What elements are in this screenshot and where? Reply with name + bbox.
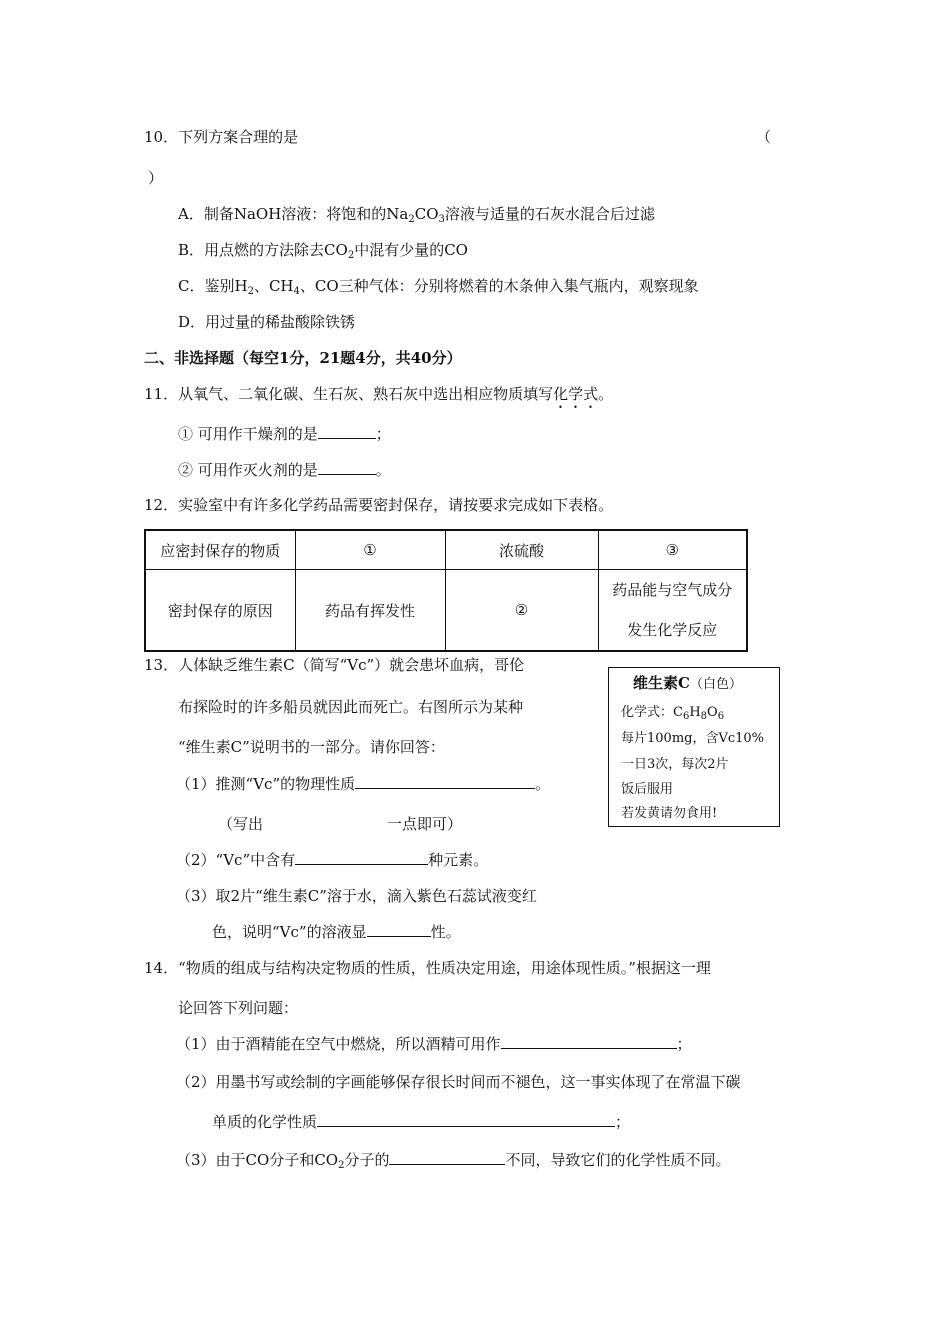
answer-blank[interactable] bbox=[318, 460, 376, 475]
q14-part-2-line-1: （2）用墨书写或绘制的字画能够保存很长时间而不褪色，这一事实体现了在常温下碳 bbox=[176, 1073, 741, 1091]
q14-part-2-line-2: 单质的化学性质 ； bbox=[212, 1113, 631, 1131]
q11-item-2: ② 可用作灭火剂的是 。 bbox=[178, 461, 391, 479]
q10-option-a: A．制备NaOH溶液：将饱和的$Na_2CO_3$溶液与适量的石灰水混合后过滤 bbox=[178, 205, 655, 225]
vitamin-c-timing: 饭后服用 bbox=[621, 782, 674, 797]
q13-line-1: 13．人体缺乏维生素C（简写“Vc”）就会患坏血病，哥伦 bbox=[144, 656, 525, 674]
q13-hint-b: 一点即可） bbox=[387, 815, 463, 833]
answer-blank[interactable] bbox=[318, 424, 376, 439]
answer-blank[interactable] bbox=[295, 850, 428, 865]
answer-blank[interactable] bbox=[317, 1112, 615, 1127]
table-header-cell: 密封保存的原因 bbox=[145, 570, 295, 652]
vitamin-c-title: 维生素C（白色） bbox=[633, 674, 742, 692]
vitamin-c-frequency: 一日3次，每次2片 bbox=[621, 757, 729, 772]
storage-table bbox=[144, 529, 748, 652]
q10-paren-open: （ bbox=[756, 128, 772, 146]
answer-blank[interactable] bbox=[367, 922, 431, 937]
q14-part-3: （3）由于CO分子和$CO_2$分子的 不同，导致它们的化学性质不同。 bbox=[176, 1151, 731, 1171]
table-cell: 药品能与空气成分 发生化学反应 bbox=[598, 570, 747, 652]
q13-part-3-line-1: （3）取2片“维生素C”溶于水，滴入紫色石蕊试液变红 bbox=[176, 887, 537, 905]
vitamin-c-warning: 若发黄请勿食用! bbox=[621, 806, 718, 821]
q13-part-2: （2）“Vc”中含有 种元素。 bbox=[176, 851, 489, 869]
q13-part-3-line-2: 色，说明“Vc”的溶液显 性。 bbox=[212, 923, 461, 941]
table-cell: 药品有挥发性 bbox=[295, 570, 445, 652]
table-cell-blank-1: ① bbox=[295, 530, 445, 570]
vitamin-c-label-box bbox=[608, 667, 780, 827]
q13-line-3: “维生素C”说明书的一部分。请你回答： bbox=[178, 738, 445, 756]
table-cell-blank-2: ② bbox=[445, 570, 598, 652]
q11-stem: 11．从氧气、二氧化碳、生石灰、熟石灰中选出相应物质填写化学式。 bbox=[144, 385, 614, 403]
q11-item-1: ① 可用作干燥剂的是 ； bbox=[178, 425, 391, 443]
q14-line-2: 论回答下列问题： bbox=[178, 999, 299, 1017]
answer-blank[interactable] bbox=[389, 1150, 505, 1165]
q10-paren-close: ） bbox=[148, 169, 164, 187]
section-title: 二、非选择题（每空1分，21题4分，共40分） bbox=[144, 349, 462, 367]
table-cell-blank-3: ③ bbox=[598, 530, 747, 570]
q10-stem: 10．下列方案合理的是 bbox=[144, 128, 299, 146]
q13-hint-a: （写出 bbox=[218, 815, 264, 833]
answer-blank[interactable] bbox=[501, 1034, 677, 1049]
answer-blank[interactable] bbox=[355, 774, 535, 789]
q12-stem: 12．实验室中有许多化学药品需要密封保存，请按要求完成如下表格。 bbox=[144, 496, 614, 514]
q10-option-b: B．用点燃的方法除去$CO_2$中混有少量的CO bbox=[178, 241, 468, 261]
table-cell: 浓硫酸 bbox=[445, 530, 598, 570]
vitamin-c-dose: 每片100mg，含Vc10% bbox=[621, 731, 765, 746]
vitamin-c-formula: 化学式：$C_6H_8O_6$ bbox=[621, 705, 725, 722]
q14-part-1: （1）由于酒精能在空气中燃烧，所以酒精可用作 ； bbox=[176, 1035, 692, 1053]
q10-option-d: D．用过量的稀盐酸除铁锈 bbox=[178, 313, 356, 331]
q14-line-1: 14．“物质的组成与结构决定物质的性质，性质决定用途，用途体现性质。”根据这一理 bbox=[144, 959, 711, 977]
table-header-cell: 应密封保存的物质 bbox=[145, 530, 295, 570]
q13-line-2: 布探险时的许多船员就因此而死亡。右图所示为某种 bbox=[178, 698, 524, 716]
q13-part-1: （1）推测“Vc”的物理性质 。 bbox=[176, 775, 551, 793]
q10-option-c: C．鉴别$H_2$、$CH_4$、CO三种气体：分别将燃着的木条伸入集气瓶内，观察现象 bbox=[178, 277, 699, 297]
